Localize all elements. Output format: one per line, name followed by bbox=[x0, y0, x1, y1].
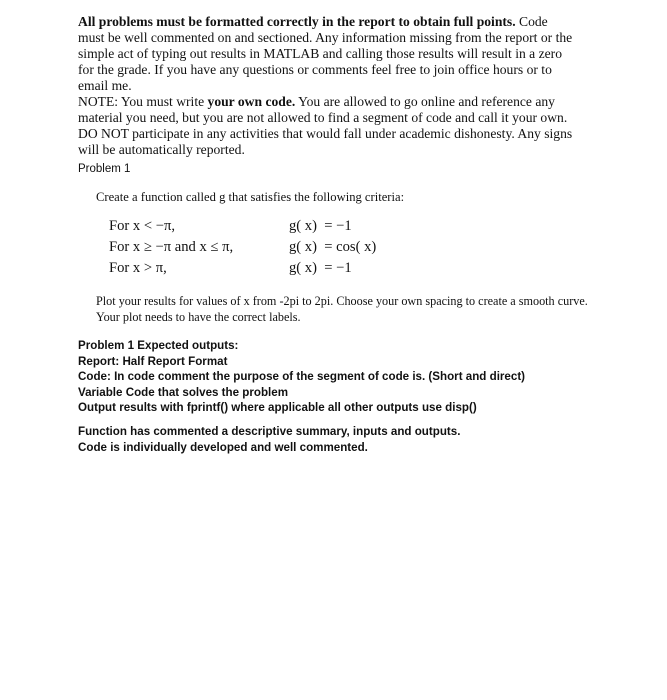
note-paragraph bbox=[78, 94, 573, 158]
requirements-text: Code must be well commented on and sectioned. Any information missing from the report or the simple act of typing out results in MATLAB and calling those results will result in a zero for the grade. If you have any questions or comments feel free to join office hours or to email me. bbox=[78, 14, 573, 93]
case-row bbox=[109, 237, 376, 258]
expected-output-line: Code: In code comment the purpose of the segment of code is. (Short and direct) bbox=[78, 370, 526, 384]
case-condition: For x < −π, bbox=[109, 218, 175, 234]
expected-output-line: Problem 1 Expected outputs: bbox=[78, 339, 239, 352]
case-function: g( x) = −1 bbox=[289, 218, 352, 234]
expected-output-line: Variable Code that solves the problem bbox=[78, 385, 289, 399]
expected-outputs bbox=[78, 338, 638, 416]
problem-label: Problem 1 bbox=[78, 163, 131, 175]
note-bold: your own code. bbox=[207, 94, 296, 109]
intro-section bbox=[78, 14, 573, 158]
case-function: g( x) = −1 bbox=[289, 260, 352, 276]
case-row bbox=[109, 216, 376, 237]
function-note-line: Function has commented a descriptive summary, inputs and outputs. bbox=[78, 425, 461, 438]
case-condition: For x > π, bbox=[109, 260, 167, 276]
plot-instructions: Plot your results for values of x from -2pi to 2pi. Choose your own spacing to create a smooth curve. Your plot needs to have the correct labels. bbox=[96, 294, 588, 324]
case-condition: For x ≥ −π and x ≤ π, bbox=[109, 239, 234, 255]
note-prefix: NOTE: You must write bbox=[78, 94, 208, 109]
problem-task: Create a function called g that satisfies the following criteria: bbox=[96, 190, 405, 204]
expected-output-line: Report: Half Report Format bbox=[78, 354, 228, 368]
requirements-paragraph bbox=[78, 14, 573, 94]
note-rest: You are allowed to go online and reference any material you need, but you are not allowed to find a segment of code and call it your own. DO NOT participate in any activities that would fall under academic dishonesty. Any signs will be automatically reported. bbox=[78, 94, 573, 157]
case-function: g( x) = cos( x) bbox=[289, 239, 377, 255]
piecewise-definition bbox=[109, 216, 376, 279]
case-row bbox=[109, 258, 376, 279]
function-notes bbox=[78, 424, 638, 455]
expected-output-line: Output results with fprintf() where applicable all other outputs use disp() bbox=[78, 401, 477, 415]
requirements-bold-lead: All problems must be formatted correctly in the report to obtain full points. bbox=[78, 14, 516, 29]
function-note-line: Code is individually developed and well commented. bbox=[78, 440, 368, 454]
